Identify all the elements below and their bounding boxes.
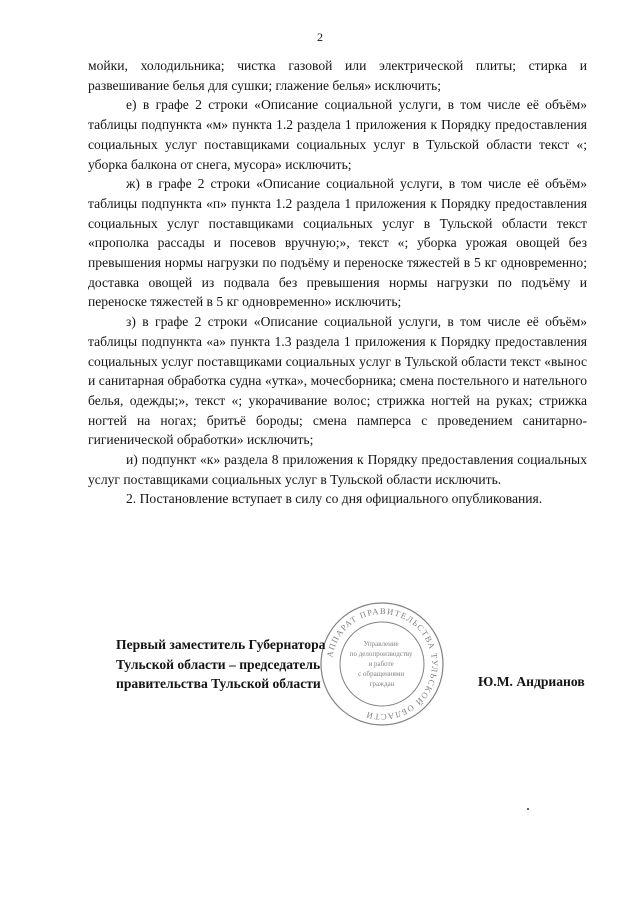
signatory-title-line: правительства Тульской области bbox=[116, 676, 321, 691]
signatory-title-line: Первый заместитель Губернатора bbox=[116, 637, 326, 652]
stray-dot bbox=[527, 808, 529, 810]
paragraph-item-zh: ж) в графе 2 строки «Описание социальной услуги, в том числе её объём» таблицы подпункта «п» пункта 1.2 раздела 1 приложения к Порядку предоставления социальных услуг поставщиками социальных услуг в Тульской области текст «прополка рассады и посевов вручную;», текст «; уборка урожая овощей без превышения нормы нагрузки по подъёму и переноске тяжестей в 5 кг одновременно; доставка овощей из подвала без превышения нормы нагрузки по подъёму и переноске тяжестей в 5 кг одновременно» исключить; bbox=[88, 176, 587, 310]
document-body bbox=[88, 56, 587, 509]
signatory-name: Ю.М. Андрианов bbox=[478, 674, 585, 689]
stamp-center-line: граждан bbox=[369, 680, 395, 688]
stamp-ring-text: АППАРАТ ПРАВИТЕЛЬСТВА ТУЛЬСКОЙ ОБЛАСТИ bbox=[324, 605, 441, 723]
page-number: 2 bbox=[317, 30, 323, 44]
stamp-center-line: и работе bbox=[368, 660, 394, 668]
stamp-center-line: с обращениями bbox=[358, 670, 405, 678]
paragraph-item-z: з) в графе 2 строки «Описание социальной услуги, в том числе её объём» таблицы подпункта «а» пункта 1.3 раздела 1 приложения к Порядку предоставления социальных услуг поставщиками социальных услуг в Тульской области текст «вынос и санитарная обработка судна «утка», мочесборника; смена постельного и нательного белья, одежды;», текст «; укорачивание волос; стрижка ногтей на руках; стрижка ногтей на ногах; бритьё бороды; смена памперса с проведением санитарно-гигиенической обработки» исключить; bbox=[88, 314, 587, 448]
paragraph-continuation: мойки, холодильника; чистка газовой или электрической плиты; стирка и развешивание белья для сушки; глажение белья» исключить; bbox=[88, 58, 587, 93]
signatory-title bbox=[116, 635, 325, 694]
paragraph-point-2: 2. Постановление вступает в силу со дня официального опубликования. bbox=[126, 491, 543, 507]
paragraph-item-i: и) подпункт «к» раздела 8 приложения к Порядку предоставления социальных услуг поставщиками социальных услуг в Тульской области исключить. bbox=[88, 452, 587, 487]
official-stamp bbox=[318, 600, 446, 728]
stamp-center-line: Управление bbox=[363, 640, 399, 648]
stamp-center-line: по делопроизводству bbox=[349, 650, 413, 658]
signatory-title-line: Тульской области – председатель bbox=[116, 656, 321, 672]
paragraph-item-e: е) в графе 2 строки «Описание социальной услуги, в том числе её объём» таблицы подпункта «м» пункта 1.2 раздела 1 приложения к Порядку предоставления социальных услуг поставщиками социальных услуг в Тульской области текст «; уборка балкона от снега, мусора» исключить; bbox=[88, 97, 587, 172]
svg-text:Управление по делопроизвод bbox=[350, 640, 415, 688]
